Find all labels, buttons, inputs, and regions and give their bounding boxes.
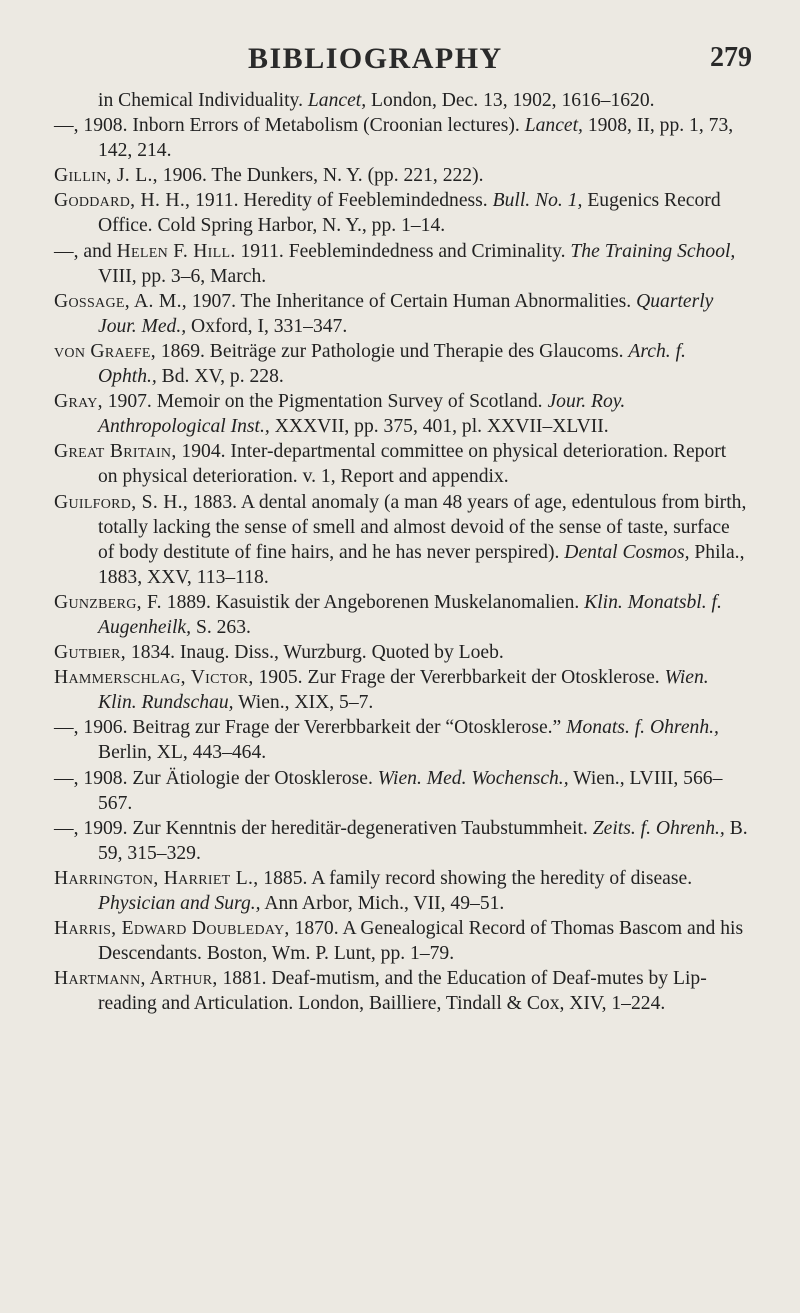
- entry-details: Phila., 1883, XXV, 113–118.: [98, 541, 745, 588]
- bibliography-entry: [54, 590, 748, 640]
- entry-text: 1907. The Inheritance of Certain Human Abnormalities.: [187, 290, 637, 312]
- entry-author: Harrington, Harriet L.,: [54, 867, 259, 889]
- entry-journal: Lancet,: [524, 115, 583, 137]
- bibliography-entry: [54, 916, 748, 966]
- entry-text: 1911. Feeblemindedness and Criminality.: [235, 240, 571, 262]
- entry-text: 1905. Zur Frage der Vererbbarkeit der Otosklerose.: [253, 667, 665, 689]
- entry-prefix: —, 1909.: [54, 817, 133, 839]
- entry-details: Bd. XV, p. 228.: [156, 366, 284, 388]
- entry-text: 1889. Kasuistik der Angeborenen Muskelanomalien.: [161, 591, 585, 613]
- entry-author: Helen F. Hill.: [116, 240, 236, 262]
- entry-details: London, Dec. 13, 1902, 1616–1620.: [366, 90, 655, 111]
- entry-text: 1881. Deaf-mutism, and the Education of Deaf-mutes by Lip-reading and Articulation. London, Bailliere, Tindall & Cox, XIV, 1–224.: [98, 968, 707, 1015]
- entry-text: 1885. A family record showing the heredity of disease.: [258, 867, 693, 889]
- bibliography-entry: [54, 490, 748, 590]
- entry-author: Great Britain,: [54, 441, 177, 463]
- entry-text: Inborn Errors of Metabolism (Croonian lectures).: [132, 115, 525, 137]
- entry-author: Hammerschlag, Victor,: [54, 667, 254, 689]
- entry-details: B. 59, 315–329.: [98, 817, 748, 864]
- entry-details: Wien., XIX, 5–7.: [233, 692, 374, 714]
- entry-text: 1834. Inaug. Diss., Wurzburg. Quoted by Loeb.: [126, 642, 504, 664]
- entry-details: Berlin, XL, 443–464.: [98, 742, 267, 764]
- bibliography-entry: [54, 389, 748, 439]
- entry-journal: Lancet,: [307, 90, 367, 111]
- bibliography-entry: [54, 665, 748, 715]
- entry-text: Beitrag zur Frage der Vererbbarkeit der “Otosklerose.”: [132, 717, 567, 739]
- entry-author: Harris, Edward Doubleday,: [54, 918, 290, 940]
- entry-text: 1904. Inter-departmental committee on physical deterioration. Report on physical deterioration. v. 1, Report and appendix.: [98, 441, 727, 488]
- bibliography-entry: [54, 766, 748, 816]
- entry-journal: Arch. f. Ophth.,: [98, 340, 686, 388]
- entry-author: Hartmann, Arthur,: [54, 968, 218, 990]
- entry-prefix: —, 1906.: [54, 717, 133, 739]
- entry-text: 1911. Heredity of Feeblemindedness.: [190, 190, 493, 212]
- entry-author: Gunzberg, F.: [54, 591, 162, 613]
- entry-details: XXXVII, pp. 375, 401, pl. XXVII–XLVII.: [269, 416, 609, 438]
- entry-details: Eugenics Record Office. Cold Spring Harbor, N. Y., pp. 1–14.: [98, 190, 721, 237]
- bibliography-entry: [54, 439, 748, 489]
- entry-prefix: —, 1908.: [54, 767, 133, 789]
- entry-author: Gossage, A. M.,: [54, 290, 187, 312]
- bibliography-entry: [54, 239, 748, 289]
- bibliography-entry: [54, 113, 748, 163]
- entry-details: S. 263.: [191, 616, 251, 638]
- entry-journal: Wien. Klin. Rundschau,: [98, 667, 709, 714]
- entry-author: Gray,: [54, 391, 103, 413]
- entry-details: Ann Arbor, Mich., VII, 49–51.: [260, 893, 505, 914]
- entry-details: 1908, II, pp. 1, 73, 142, 214.: [98, 115, 734, 162]
- entry-author: Gutbier,: [54, 642, 127, 664]
- entry-journal: Klin. Monatsbl. f. Augenheilk,: [98, 591, 722, 638]
- bibliography-entry: [54, 289, 748, 339]
- entry-author: Goddard, H. H.,: [54, 190, 191, 212]
- entry-text: 1907. Memoir on the Pigmentation Survey of Scotland.: [102, 391, 548, 413]
- entry-prefix: —, 1908.: [54, 115, 133, 137]
- bibliography-entry: [54, 715, 748, 765]
- entry-prefix: —, and: [54, 240, 117, 262]
- entry-journal: The Training School,: [570, 240, 736, 262]
- bibliography-entry: [54, 640, 748, 665]
- entry-text: 1906. The Dunkers, N. Y. (pp. 221, 222).: [157, 165, 484, 187]
- entry-journal: Wien. Med. Wochensch.,: [377, 767, 569, 789]
- page-number: 279: [710, 42, 752, 73]
- entry-details: Wien., LVIII, 566–567.: [98, 767, 723, 814]
- entry-author: von Graefe,: [54, 340, 156, 362]
- bibliography-entry: [54, 163, 748, 188]
- entry-journal: Zeits. f. Ohrenh.,: [592, 817, 725, 839]
- entry-details: Oxford, I, 331–347.: [186, 315, 348, 337]
- entry-text: 1870. A Genealogical Record of Thomas Bascom and his Descendants. Boston, Wm. P. Lunt, pp. 1–79.: [98, 918, 744, 965]
- bibliography-entry: [54, 816, 748, 866]
- bibliography-entry: [54, 339, 748, 389]
- bibliography-list: [54, 88, 748, 1016]
- entry-text: 1883. A dental anomaly (a man 48 years of age, edentulous from birth, totally lacking the sense of smell and almost devoid of the sense of taste, surface of body destitute of fine hairs, and he has never perspired).: [98, 491, 747, 563]
- entry-text: Zur Ätiologie der Otosklerose.: [132, 767, 378, 789]
- entry-journal: Dental Cosmos,: [564, 541, 690, 563]
- entry-journal: Monats. f. Ohrenh.,: [566, 717, 719, 739]
- entry-author: Guilford, S. H.,: [54, 491, 189, 513]
- entry-journal: Jour. Roy. Anthropological Inst.,: [98, 391, 626, 438]
- bibliography-entry: [54, 88, 748, 113]
- bibliography-entry: [54, 866, 748, 916]
- bibliography-entry: [54, 966, 748, 1016]
- entry-details: VIII, pp. 3–6, March.: [98, 265, 267, 287]
- entry-journal: Quarterly Jour. Med.,: [98, 290, 714, 337]
- entry-journal: Physician and Surg.,: [98, 893, 261, 914]
- running-title: BIBLIOGRAPHY: [248, 42, 503, 75]
- entry-author: Gillin, J. L.,: [54, 165, 158, 187]
- bibliography-entry: [54, 188, 748, 238]
- entry-journal: Bull. No. 1,: [492, 190, 583, 212]
- entry-text: Zur Kenntnis der hereditär-degenerativen Taubstummheit.: [132, 817, 593, 839]
- page-header: [0, 38, 800, 78]
- entry-text: 1869. Beiträge zur Pathologie und Therapie des Glaucoms.: [155, 340, 629, 362]
- entry-text: in Chemical Individuality.: [98, 90, 308, 111]
